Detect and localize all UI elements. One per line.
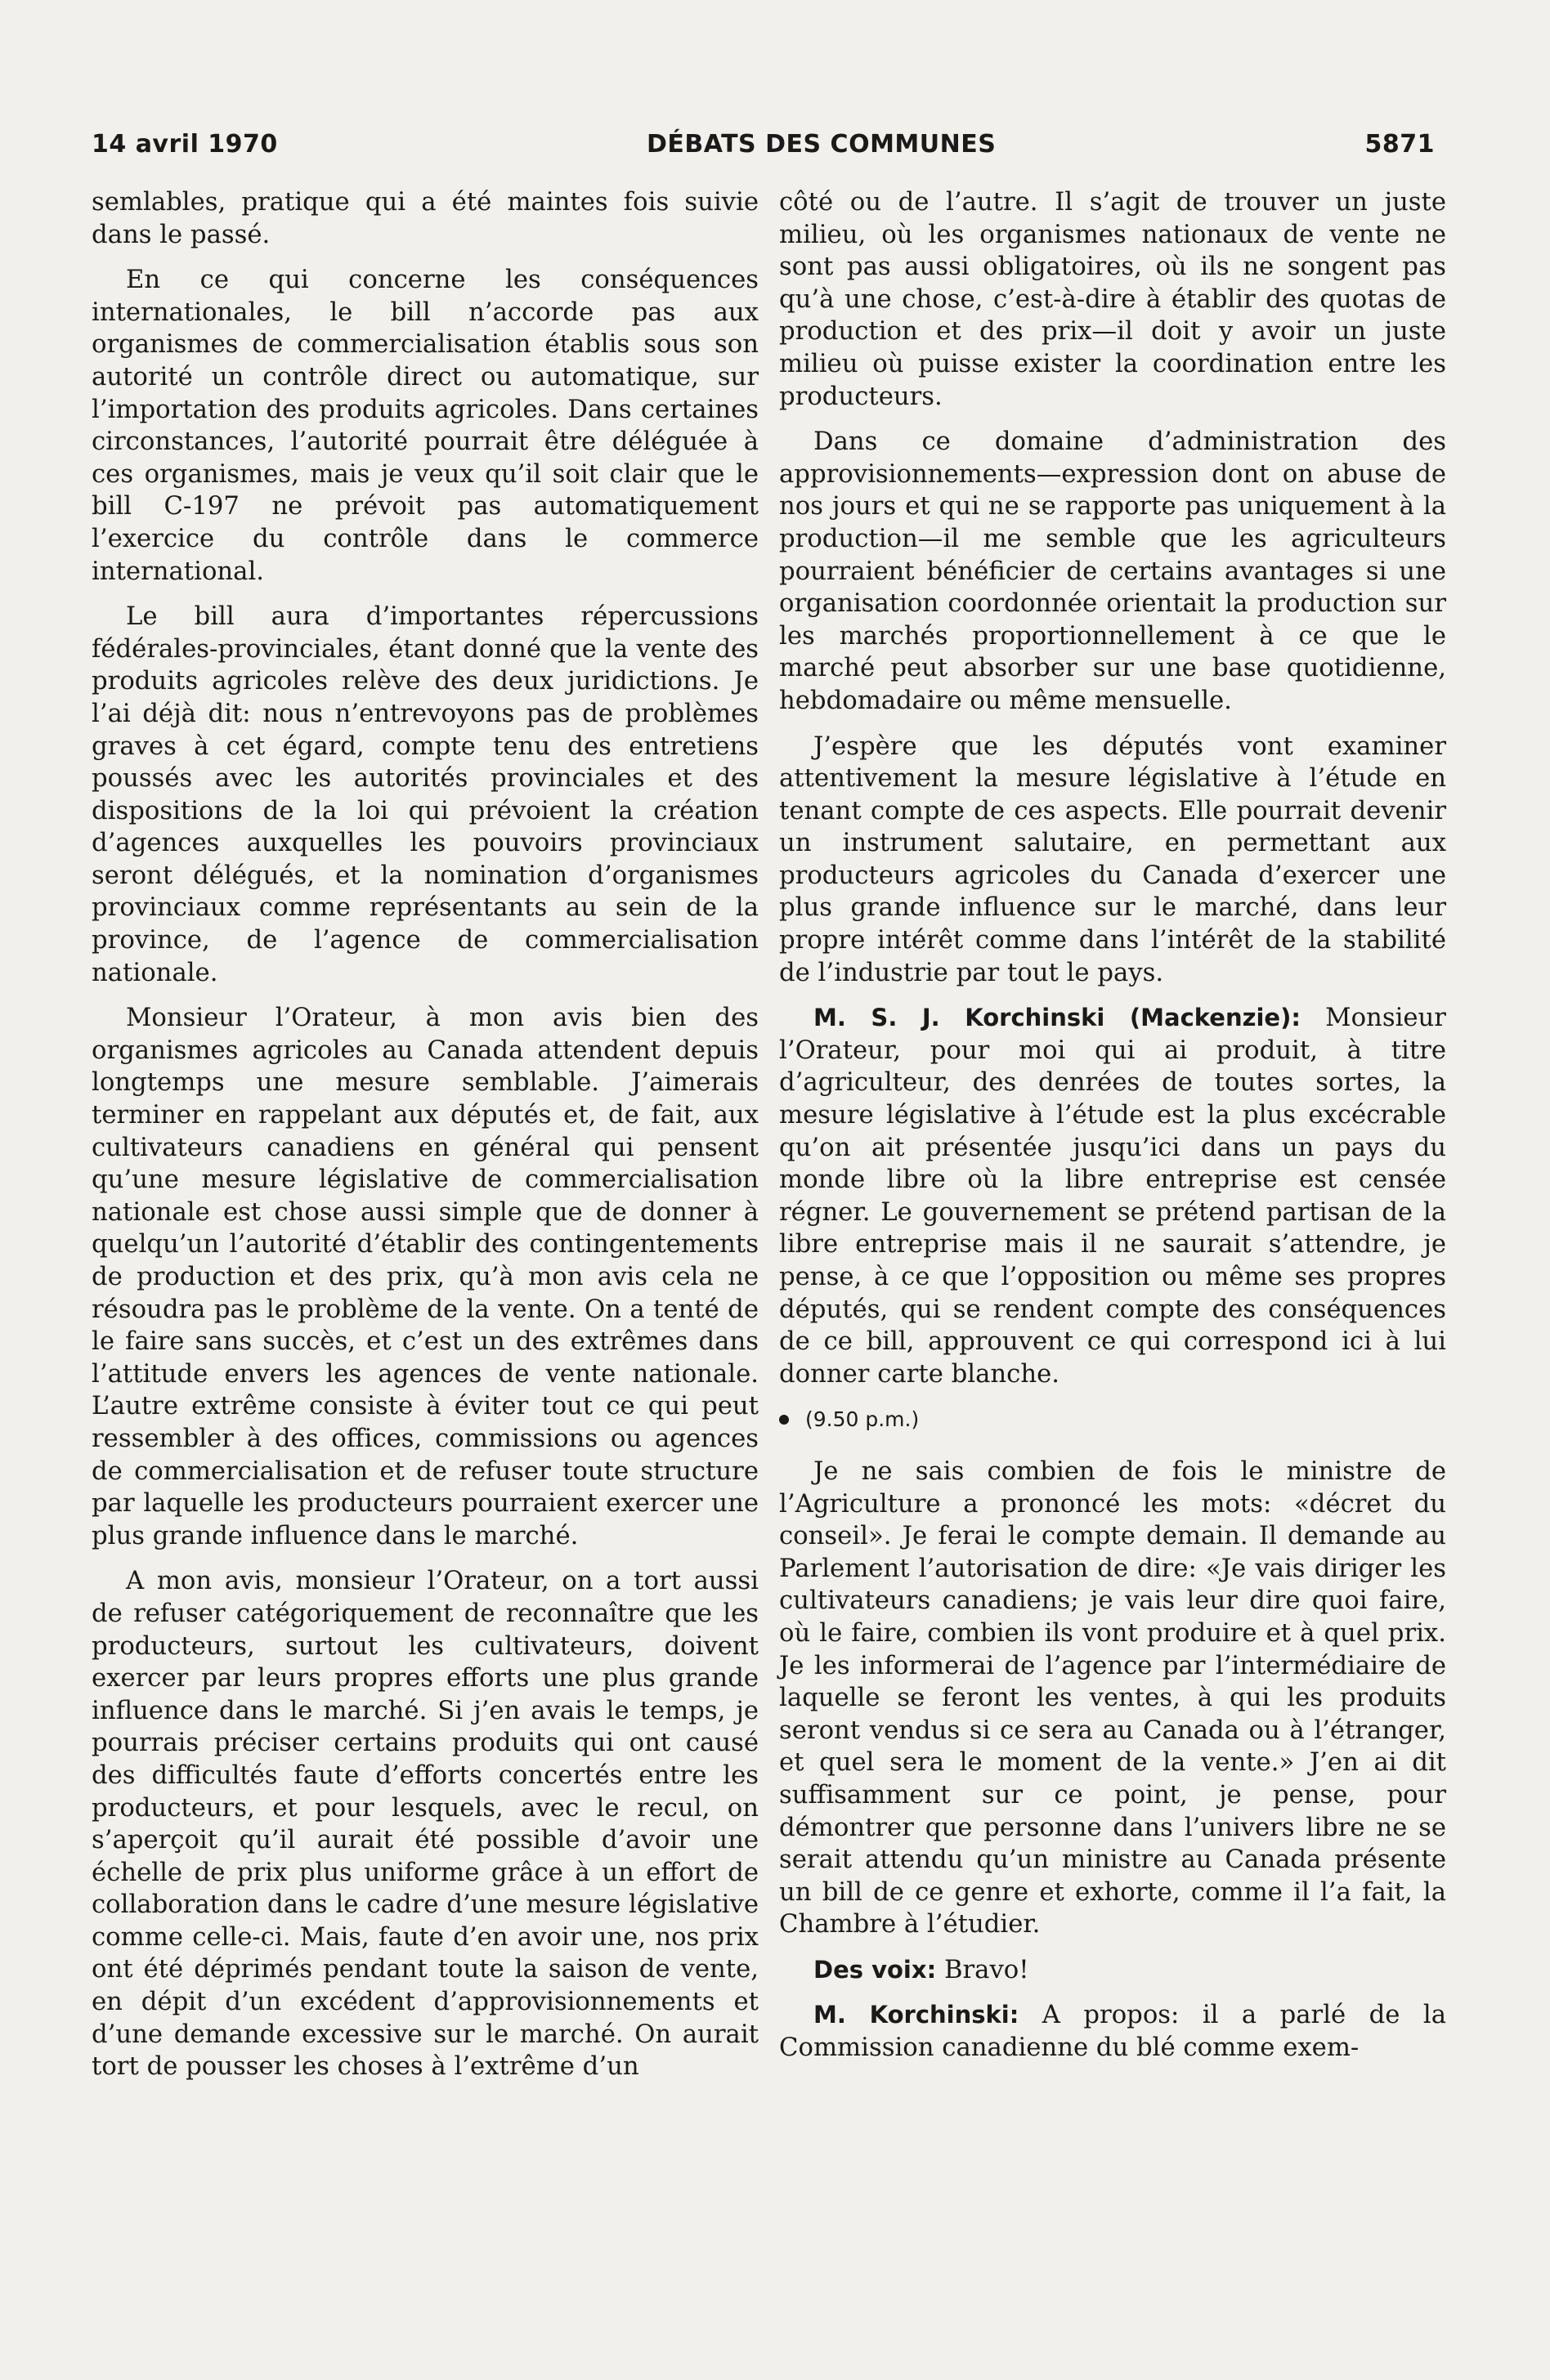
paragraph: En ce qui concerne les conséquences internationales, le bill n’accorde pas aux organismes de commercialisation établis sous son autorité un contrôle direct ou automatique, sur l’importation des produits agricoles. Dans certaines circonstances, l’autorité pourrait être déléguée à ces organismes, mais je veux qu’il soit clair que le bill C-197 ne prévoit pas automatiquement l’exercice du contrôle dans le commerce international.: [92, 266, 759, 586]
speech-paragraph: [779, 1954, 1446, 1987]
speaker-name: Des voix:: [813, 1955, 937, 1984]
timestamp: [779, 1403, 1446, 1436]
left-column: [92, 186, 759, 2096]
paragraph: A mon avis, monsieur l’Orateur, on a tort aussi de refuser catégoriquement de reconnaître que les producteurs, surtout les cultivateurs, doivent exercer par leurs propres efforts une plus grande influence dans le marché. Si j’en avais le temps, je pourrais préciser certains produits qui ont causé des difficultés faute d’efforts concertés entre les producteurs, et pour lesquels, avec le recul, on s’aperçoit qu’il aurait été possible d’avoir une échelle de prix plus uniforme grâce à un effort de collaboration dans le cadre d’une mesure législative comme celle-ci. Mais, faute d’en avoir une, nos prix ont été déprimés pendant toute la saison de vente, en dépit d’un excédent d’approvisionnements et d’une demande excessive sur le marché. On aurait tort de pousser les choses à l’extrême d’un: [92, 1567, 759, 2082]
speech-paragraph: [779, 1002, 1446, 1390]
timestamp-text: (9.50 p.m.): [805, 1407, 920, 1432]
speaker-name: M. Korchinski:: [813, 2001, 1019, 2029]
header-page-number: 5871: [1364, 129, 1435, 159]
paragraph: Je ne sais combien de fois le ministre de l’Agriculture a prononcé les mots: «décret du conseil». Je ferai le compte demain. Il demande au Parlement l’autorisation de dire: «Je vais diriger les cultivateurs canadiens; je vais leur dire quoi faire, où le faire, combien ils vont produire et à quel prix. Je les informerai de l’agence par l’intermédiaire de laquelle se feront les ventes, à qui les produits seront vendus si ce sera au Canada ou à l’étranger, et quel sera le moment de la vente.» J’en ai dit suffisamment sur ce point, je pense, pour démontrer que personne dans l’univers libre ne se serait attendu qu’un ministre au Canada présente un bill de ce genre et exhorte, comme il l’a fait, la Chambre à l’étudier.: [779, 1456, 1446, 1939]
paragraph: Dans ce domaine d’administration des approvisionnements—expression dont on abuse de nos jours et qui ne se rapporte pas uniquement à la production—il me semble que les agriculteurs pourraient bénéficier de certains avantages si une organisation coordonnée orientait la production sur les marchés proportionnellement à ce que le marché peut absorber sur une base quotidienne, hebdomadaire ou même mensuelle.: [779, 427, 1446, 715]
speech-paragraph: [779, 1999, 1446, 2064]
paragraph: semlables, pratique qui a été maintes fois suivie dans le passé.: [92, 188, 759, 249]
paragraph: Le bill aura d’importantes répercussions fédérales-provinciales, étant donné que la vente des produits agricoles relève des deux juridictions. Je l’ai déjà dit: nous n’entrevoyons pas de problèmes graves à cet égard, compte tenu des entretiens poussés avec les autorités provinciales et des dispositions de la loi qui prévoient la création d’agences auxquelles les pouvoirs provinciaux seront délégués, et la nomination d’organismes provinciaux comme représentants au sein de la province, de l’agence de commercialisation nationale.: [92, 602, 759, 987]
speaker-name: M. S. J. Korchinski (Mackenzie):: [813, 1004, 1301, 1032]
header-title: DÉBATS DES COMMUNES: [646, 129, 997, 159]
paragraph: Monsieur l’Orateur, à mon avis bien des organismes agricoles au Canada attendent depuis longtemps une mesure semblable. J’aimerais terminer en rappelant aux députés et, de fait, aux cultivateurs canadiens en général qui pensent qu’une mesure législative de commercialisation nationale est chose aussi simple que de donner à quelqu’un l’autorité d’établir des contingentements de production et des prix, qu’à mon avis cela ne résoudra pas le problème de la vente. On a tenté de le faire sans succès, et c’est un des extrêmes dans l’attitude envers les agences de vente nationale. L’autre extrême consiste à éviter tout ce qui peut ressembler à des offices, commissions ou agences de commercialisation et de refuser toute structure par laquelle les producteurs pourraient exercer une plus grande influence dans le marché.: [92, 1004, 759, 1550]
speech-text: Monsieur l’Orateur, pour moi qui ai produit, à titre d’agriculteur, des denrées de toutes sortes, la mesure législative à l’étude est la plus excécrable qu’on ait présentée jusqu’ici dans un pays du monde libre où la libre entreprise est censée régner. Le gouvernement se prétend partisan de la libre entreprise mais il ne saurait s’attendre, je pense, à ce que l’opposition ou même ses propres députés, qui se rendent compte des conséquences de ce bill, approuvent ce qui correspond ici à lui donner carte blanche.: [779, 1004, 1446, 1389]
header-date: 14 avril 1970: [92, 129, 278, 159]
speech-text: Bravo!: [943, 1955, 1029, 1984]
paragraph: J’espère que les députés vont examiner attentivement la mesure législative à l’étude en tenant compte de ces aspects. Elle pourrait devenir un instrument salutaire, en permettant aux producteurs agricoles du Canada d’exercer une plus grande influence sur le marché, dans leur propre intérêt comme dans l’intérêt de la stabilité de l’industrie par tout le pays.: [779, 731, 1446, 987]
page-header: [92, 124, 1435, 163]
speech-text: A propos: il a parlé de la Commission canadienne du blé comme exem-: [779, 2001, 1446, 2063]
bullet-icon: [779, 1415, 789, 1425]
paragraph: côté ou de l’autre. Il s’agit de trouver un juste milieu, où les organismes nationaux de vente ne sont pas aussi obligatoires, où ils ne songent pas qu’à une chose, c’est-à-dire à établir des quotas de production et des prix—il doit y avoir un juste milieu où puisse exister la coordination entre les producteurs.: [779, 188, 1446, 411]
right-column: [779, 186, 1446, 2078]
